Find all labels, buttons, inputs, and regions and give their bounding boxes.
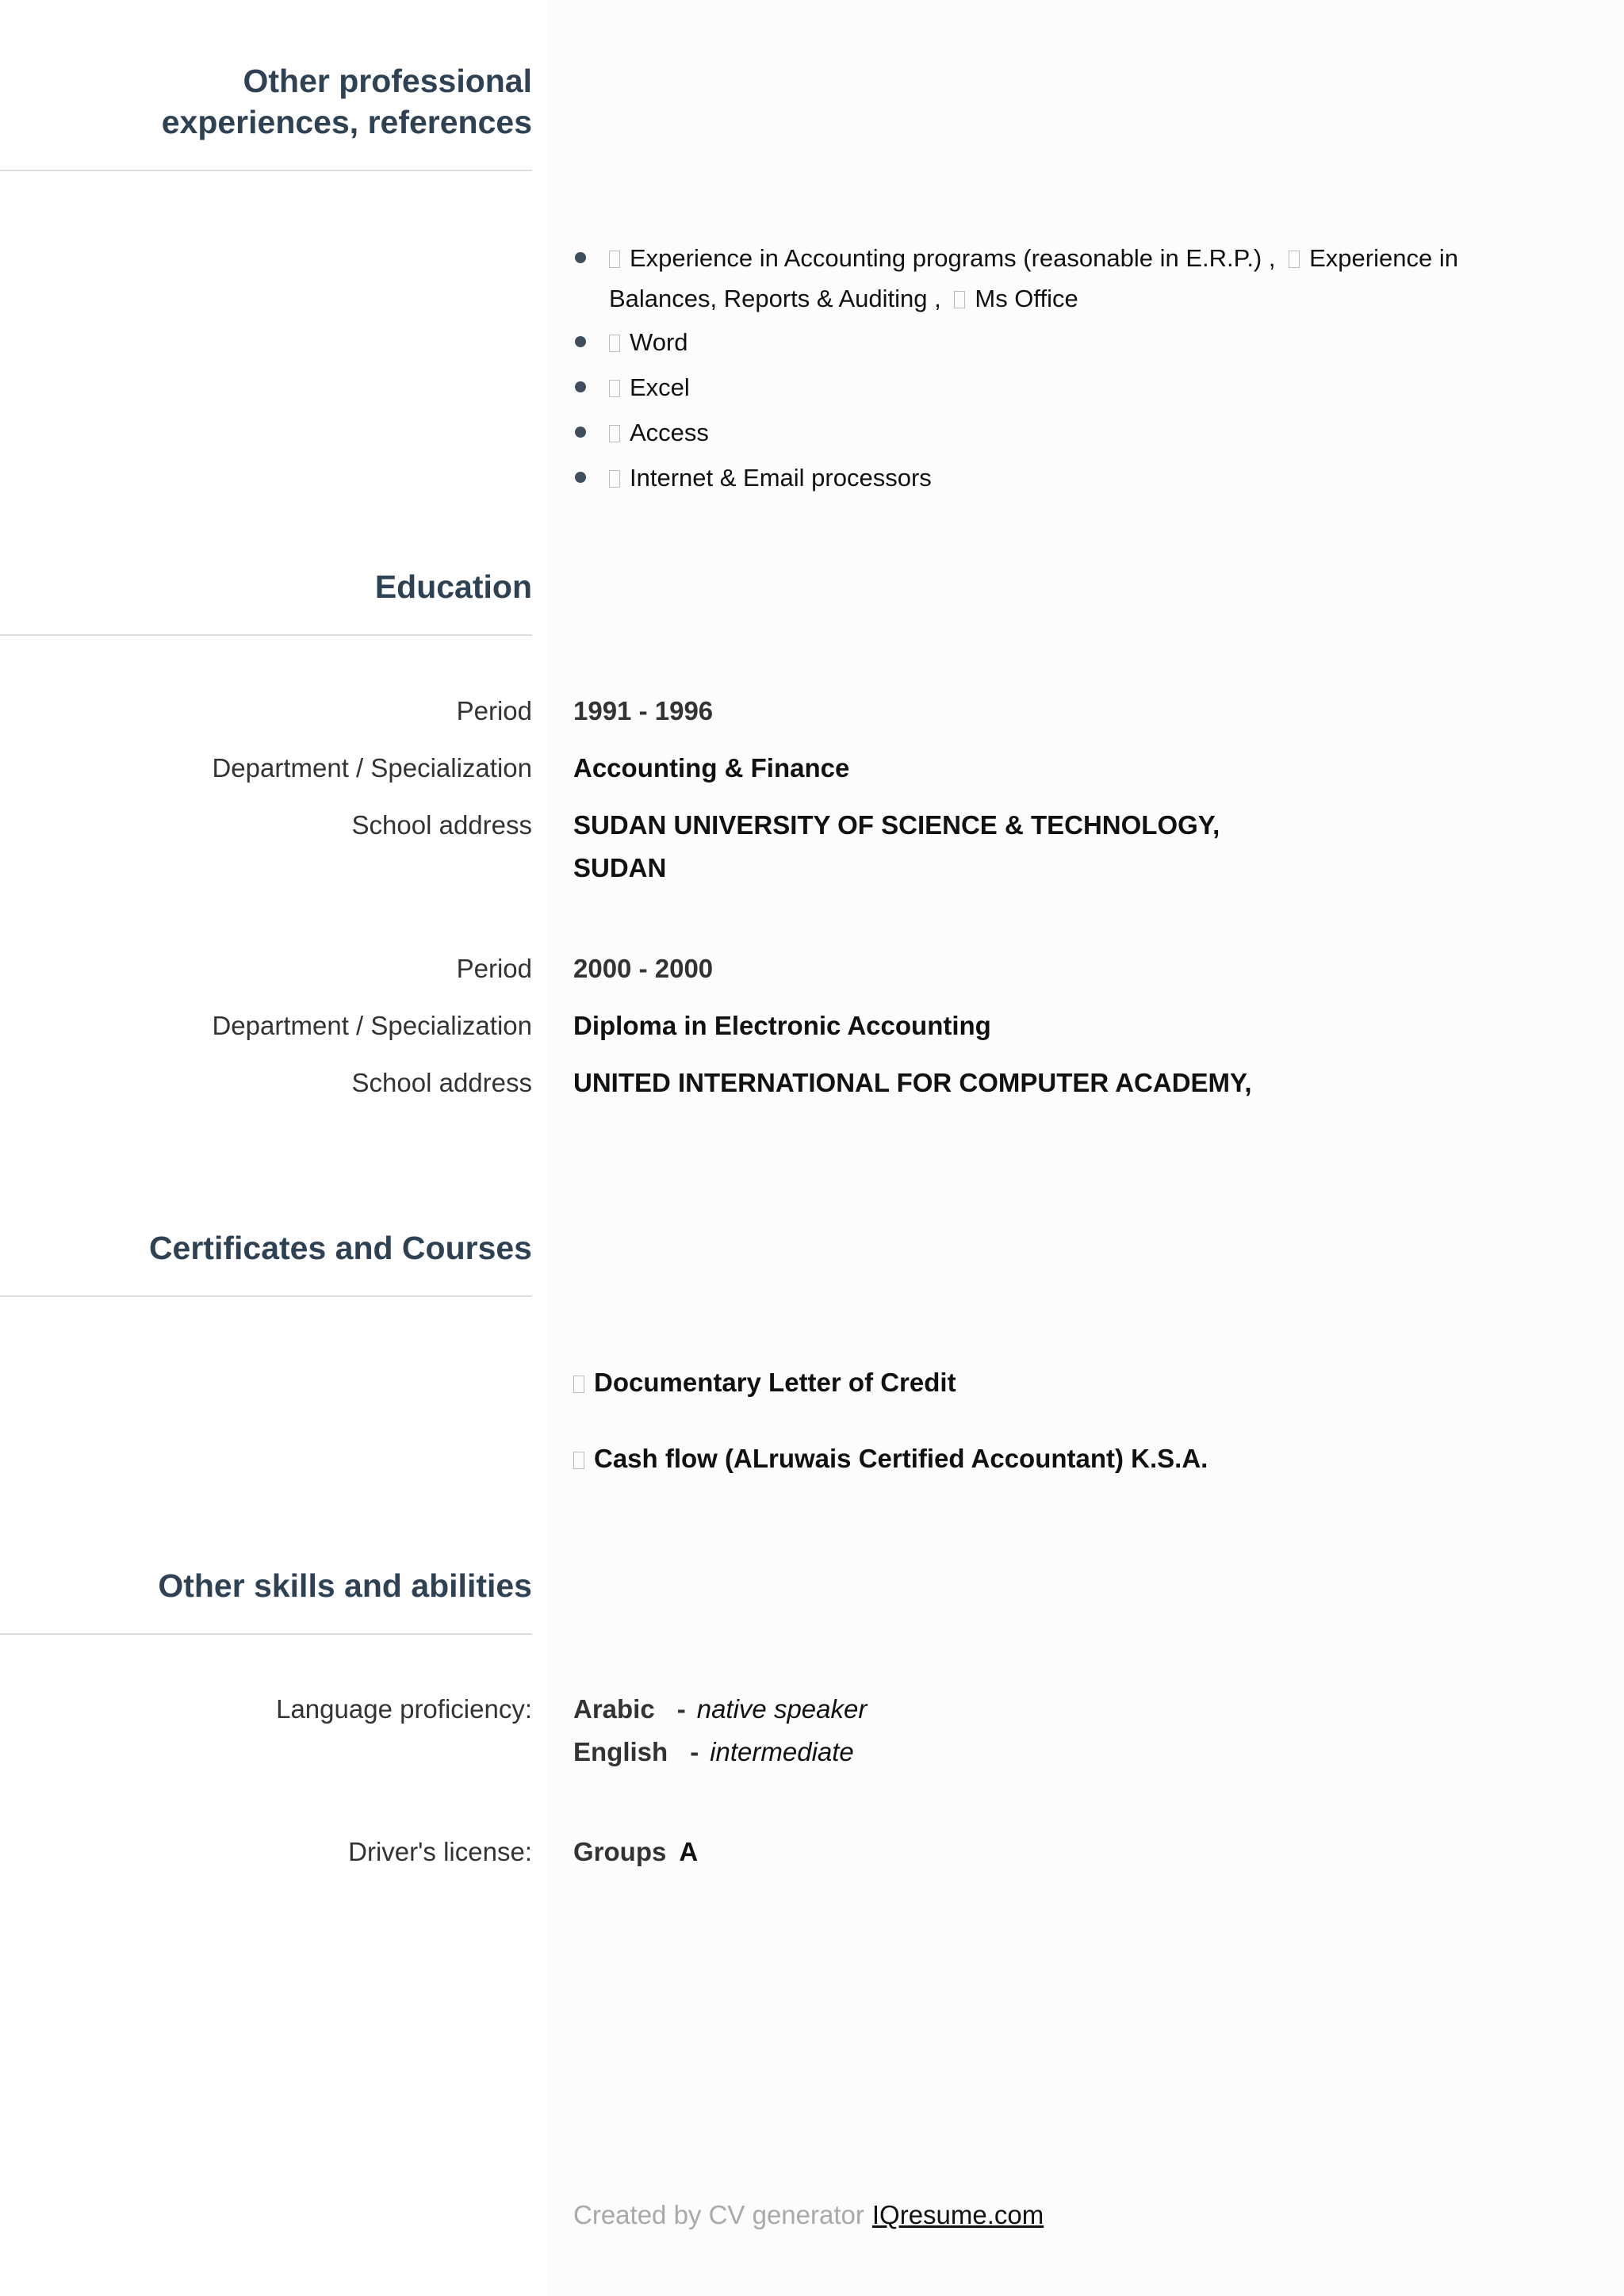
department-label: Department / Specialization [212,1011,532,1040]
department-value: Accounting & Finance [573,753,850,783]
driver-license-value: Groups A [573,1837,699,1866]
missing-glyph-icon [573,1452,584,1469]
department-value: Diploma in Electronic Accounting [573,1011,991,1040]
section-title-skills: Other skills and abilities [158,1567,532,1604]
missing-glyph-icon [609,251,620,268]
missing-glyph-icon [1289,251,1300,268]
period-label: Period [456,954,532,983]
footer-credit: Created by CV generator IQresume.com [573,2200,1044,2229]
missing-glyph-icon [609,380,620,397]
language-item: English - intermediate [573,1737,854,1766]
section-title-line: Other professional [243,63,532,99]
language-item: Arabic - native speaker [573,1694,868,1724]
list-item: Word [573,322,1493,362]
experience-list [573,238,1493,503]
section-title-line: experiences, references [161,104,532,140]
section-divider [0,170,532,171]
section-title-certificates: Certificates and Courses [148,1230,532,1266]
missing-glyph-icon [609,470,620,488]
section-title-education: Education [374,568,532,605]
missing-glyph-icon [609,335,620,352]
certificate-item: Cash flow (ALruwais Certified Accountant) K.S.A. [573,1443,1208,1475]
language-label: Language proficiency: [276,1694,532,1724]
school-value: UNITED INTERNATIONAL FOR COMPUTER ACADEMY, [573,1068,1252,1097]
period-label: Period [456,696,532,725]
section-divider [0,634,532,636]
missing-glyph-icon [573,1376,584,1393]
list-item: Access [573,412,1493,453]
certificate-item: Documentary Letter of Credit [573,1367,956,1399]
section-divider [0,1295,532,1297]
missing-glyph-icon [609,425,620,442]
school-label: School address [351,1068,532,1097]
section-divider [0,1633,532,1635]
department-label: Department / Specialization [212,753,532,783]
school-label: School address [351,810,532,840]
list-item: Experience in Accounting programs (reasonable in E.R.P.) , Experience in Balances, Reports & Auditing , Ms Office [573,238,1493,319]
period-value: 1991 - 1996 [573,696,714,725]
section-title-other-experience [162,60,532,143]
list-item: Excel [573,367,1493,408]
school-value: SUDAN UNIVERSITY OF SCIENCE & TECHNOLOGY, SUDAN [573,810,1220,882]
list-item: Internet & Email processors [573,457,1493,498]
period-value: 2000 - 2000 [573,954,714,983]
footer-link[interactable]: IQresume.com [871,2200,1044,2229]
missing-glyph-icon [954,291,965,308]
driver-license-label: Driver's license: [348,1837,532,1866]
